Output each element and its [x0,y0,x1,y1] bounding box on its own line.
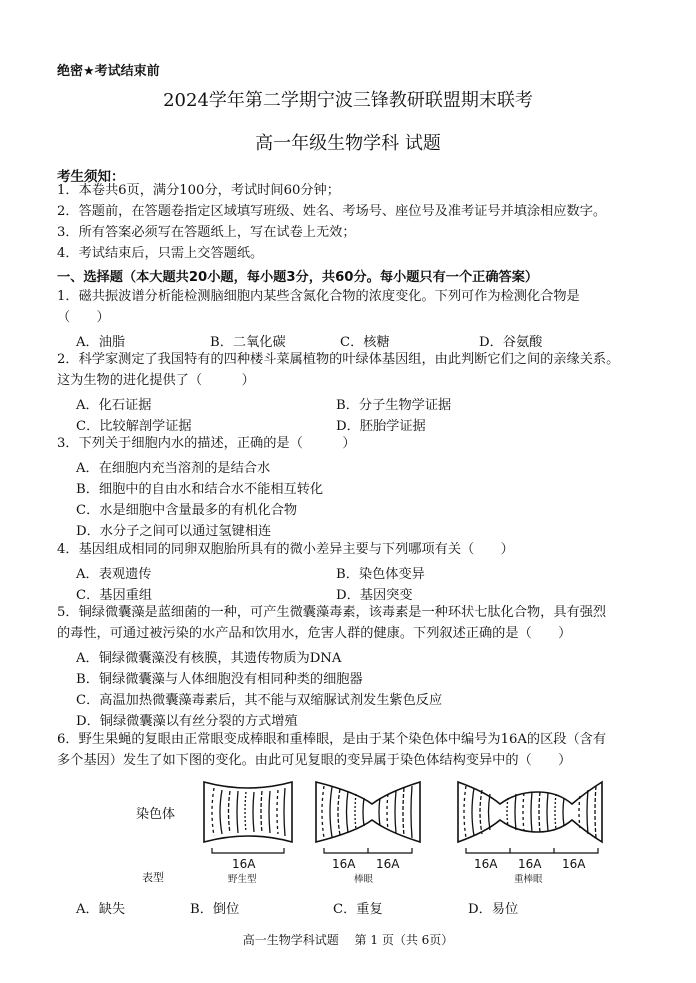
chromosome-double-bar [458,782,602,842]
question-6-option-d: D．易位 [468,902,519,917]
question-6-option-a: A．缺失 [76,902,126,917]
notice-item: 2．答题前，在答题卷指定区域填写班级、姓名、考场号、座位号及准考证号并填涂相应数字。 [57,204,607,219]
segment-label: 16A [376,857,400,871]
question-1-option-a: A．油脂 [76,335,126,350]
type-label-wild: 野生型 [228,874,257,885]
question-4-option-a: A．表观遗传 [76,567,152,582]
question-4-option-c: C．基因重组 [76,588,153,603]
question-1-option-d: D．谷氨酸 [479,335,543,350]
question-3-option-c: C．水是细胞中含量最多的有机化合物 [76,503,298,518]
segment-label: 16A [232,857,256,871]
question-3-option-b: B．细胞中的自由水和结合水不能相互转化 [76,482,324,497]
question-1-option-c: C．核糖 [340,335,390,350]
notice-item: 3．所有答案必须写在答题纸上，写在试卷上无效； [57,225,356,240]
segment-label: 16A [562,857,586,871]
confidential-mark: 绝密★考试结束前 [57,64,160,79]
question-6-option-c: C．重复 [333,902,383,917]
segment-label: 16A [332,857,356,871]
question-6-option-b: B．倒位 [190,902,240,917]
question-1-option-b: B．二氧化碳 [210,335,286,350]
chromosome-row-label: 染色体 [136,807,176,822]
exam-title: 2024学年第二学期宁波三锋教研联盟期末联考 [163,90,533,111]
notice-item: 4．考试结束后，只需上交答题纸。 [57,246,264,261]
notice-heading: 考生须知： [57,169,125,185]
question-4-stem: 4．基因组成相同的同卵双胞胎所具有的微小差异主要与下列哪项有关（ ） [57,542,514,557]
section-heading: 一、选择题（本大题共20小题，每小题3分，共60分。每小题只有一个正确答案） [57,270,539,285]
question-4-option-d: D．基因突变 [336,588,413,603]
question-5-stem-cont: 的毒性，可通过被污染的水产品和饮用水，危害人群的健康。下列叙述正确的是（ ） [57,626,572,641]
notice-item: 1．本卷共6页，满分100分，考试时间60分钟； [57,183,340,198]
page-footer: 高一生物学科试题 第 1 页（共 6页） [242,933,454,947]
question-4-option-b: B．染色体变异 [336,567,425,582]
type-label-bar: 棒眼 [354,874,374,885]
segment-label: 16A [474,857,498,871]
segment-label: 16A [518,857,542,871]
question-1-stem: 1．磁共振波谱分析能检测脑细胞内某些含氮化合物的浓度变化。下列可作为检测化合物是 [57,289,580,304]
question-2-option-c: C．比较解剖学证据 [76,419,192,434]
question-3-option-a: A．在细胞内充当溶剂的是结合水 [76,461,271,476]
question-3-stem: 3．下列关于细胞内水的描述，正确的是（ ） [57,436,356,451]
type-label-double-bar: 重棒眼 [514,874,543,885]
phenotype-row-label: 表型 [142,871,164,884]
chromosome-wild-type [204,782,292,842]
question-3-option-d: D．水分子之间可以通过氢键相连 [76,524,272,539]
question-2-option-d: D．胚胎学证据 [336,419,426,434]
question-5-option-b: B．铜绿微囊藻与人体细胞没有相同种类的细胞器 [76,672,363,687]
question-5-option-d: D．铜绿微囊藻以有丝分裂的方式增殖 [76,714,298,729]
chromosome-bar-eye [316,782,420,842]
question-5-option-c: C．高温加热微囊藻毒素后，其不能与双缩脲试剂发生紫色反应 [76,693,443,708]
question-2-stem: 2．科学家测定了我国特有的四种楼斗菜属植物的叶绿体基因组，由此判断它们之间的亲缘关系。 [57,352,620,367]
question-1-stem-cont: （ ） [57,310,110,325]
question-2-option-b: B．分子生物学证据 [336,398,452,413]
question-6-stem-cont: 多个基因）发生了如下图的变化。由此可见复眼的变异属于染色体结构变异中的（ ） [57,753,572,768]
chromosome-figure [120,772,610,894]
question-6-stem: 6．野生果蝇的复眼由正常眼变成棒眼和重棒眼，是由于某个染色体中编号为16A的区段（含有 [57,732,607,747]
question-5-stem: 5．铜绿微囊藻是蓝细菌的一种，可产生微囊藻毒素，该毒素是一种环状七肽化合物，具有强烈 [57,605,607,620]
question-2-option-a: A．化石证据 [76,398,152,413]
question-2-stem-cont: 这为生物的进化提供了（ ） [57,373,255,388]
question-5-option-a: A．铜绿微囊藻没有核膜，其遗传物质为DNA [76,651,342,666]
exam-subtitle: 高一年级生物学科 试题 [255,133,441,154]
